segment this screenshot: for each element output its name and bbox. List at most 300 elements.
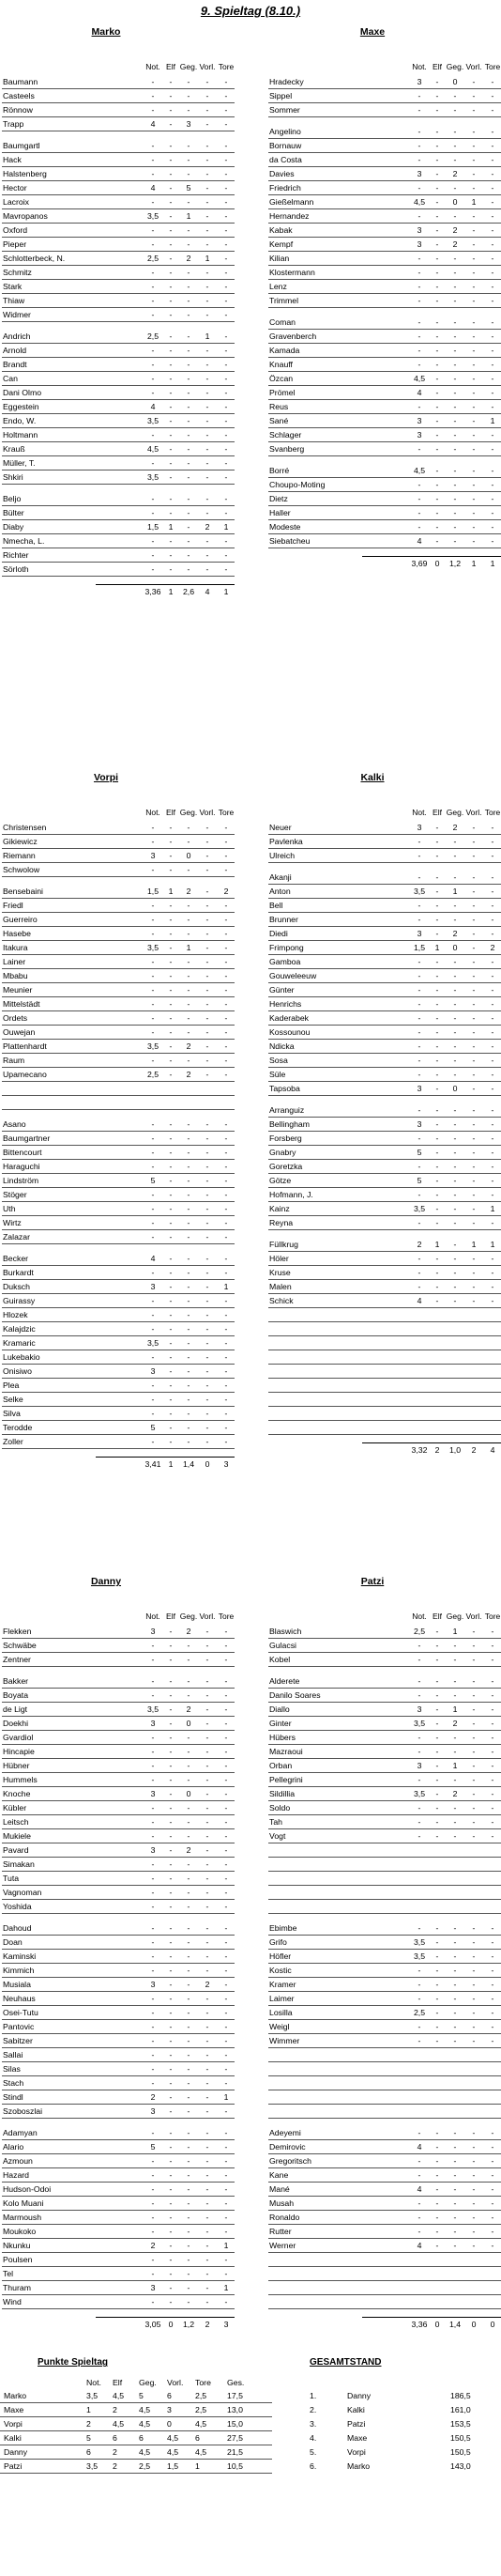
table-row — [268, 1829, 501, 1843]
stat-cell: - — [187, 971, 190, 980]
player-name: Itakura — [3, 943, 28, 952]
stat-cell: 2,5 — [413, 1627, 426, 1636]
stat-cell: 3 — [417, 225, 422, 235]
stat-cell: - — [453, 1923, 457, 1933]
table-row — [268, 520, 501, 534]
stat-cell: - — [472, 1775, 476, 1784]
stat-cell: - — [169, 2008, 173, 2017]
stat-cell: 1 — [452, 1761, 458, 1770]
stat-cell: 3 — [150, 851, 156, 860]
stat-cell: - — [491, 2142, 494, 2152]
stat-cell: 3 — [150, 1627, 156, 1636]
table-row — [268, 1759, 501, 1773]
stat-cell: - — [418, 332, 421, 341]
stat-cell: - — [169, 1747, 173, 1756]
stat-cell: - — [491, 915, 494, 924]
player-name: Weigl — [269, 2022, 290, 2031]
stat-cell: - — [418, 1923, 421, 1933]
stat-cell: - — [205, 1218, 209, 1227]
player-name: Füllkrug — [269, 1240, 298, 1249]
stat-cell: - — [453, 360, 457, 369]
stat-cell: - — [224, 1789, 228, 1798]
stat-cell: - — [205, 1423, 209, 1432]
player-name: Tel — [3, 2269, 14, 2278]
stat-cell: - — [453, 1134, 457, 1143]
stat-cell: - — [151, 388, 155, 397]
stat-cell: - — [491, 494, 494, 503]
column-header: Geg. — [446, 1612, 464, 1621]
stat-cell: - — [224, 1817, 228, 1827]
player-name: Adeyemi — [269, 2128, 301, 2137]
stat-cell: 3,5 — [146, 1338, 159, 1348]
table-row — [2, 913, 235, 927]
stat-cell: - — [453, 957, 457, 966]
stat-cell: 3,5 — [146, 211, 159, 221]
manager-name: Vorpi — [347, 2447, 366, 2457]
stat-cell: - — [187, 169, 190, 178]
stat-cell: - — [435, 1831, 439, 1841]
stat-cell: - — [418, 141, 421, 150]
stat-cell: - — [151, 536, 155, 546]
stat-cell: - — [224, 77, 228, 86]
stat-cell: - — [435, 508, 439, 517]
table-row — [268, 1336, 501, 1350]
stat-cell: - — [472, 183, 476, 193]
stat-cell: - — [418, 1027, 421, 1037]
stat-cell: - — [472, 480, 476, 489]
stat-cell: - — [151, 2255, 155, 2264]
stat-cell: - — [472, 1655, 476, 1664]
stat-cell: - — [491, 1761, 494, 1770]
stat-cell: - — [151, 77, 155, 86]
stat-cell: - — [187, 901, 190, 910]
stat-cell: - — [224, 2170, 228, 2180]
table-row — [268, 153, 501, 167]
stat-cell: - — [224, 1232, 228, 1242]
points-row — [0, 2389, 272, 2403]
stat-cell: - — [205, 1395, 209, 1404]
stat-cell: - — [435, 1704, 439, 1714]
player-name: Özcan — [269, 374, 294, 383]
stat-cell: - — [187, 77, 190, 86]
table-row — [268, 280, 501, 294]
table-row — [268, 2253, 501, 2267]
stat-cell: - — [224, 1395, 228, 1404]
stat-cell: - — [435, 971, 439, 980]
table-row — [2, 2006, 235, 2020]
stat-cell: - — [453, 296, 457, 305]
stat-cell: - — [472, 1761, 476, 1770]
stat-cell: - — [205, 2036, 209, 2045]
stat-cell: 5 — [150, 1423, 156, 1432]
stat-cell: - — [205, 1719, 209, 1728]
stat-cell: - — [224, 1338, 228, 1348]
stat-cell: 1,5 — [413, 943, 426, 952]
stat-cell: - — [187, 1254, 190, 1263]
stat-cell: - — [224, 1994, 228, 2003]
player-name: Plea — [3, 1381, 20, 1390]
stat-cell: - — [453, 141, 457, 150]
table-row — [2, 2225, 235, 2239]
table-row — [268, 181, 501, 195]
stat-cell: - — [151, 901, 155, 910]
player-name: Eggestein — [3, 402, 39, 411]
stat-cell: - — [187, 1134, 190, 1143]
points-cell: 5 — [139, 2391, 144, 2400]
stat-cell: - — [472, 430, 476, 440]
stat-cell: - — [224, 1719, 228, 1728]
total-cell: 1,2 — [182, 2320, 195, 2329]
stat-cell: - — [224, 1056, 228, 1065]
stat-cell: - — [205, 1704, 209, 1714]
table-row — [2, 863, 235, 877]
total-points: 186,5 — [450, 2391, 471, 2400]
stat-cell: - — [491, 1296, 494, 1305]
table-row — [2, 1407, 235, 1421]
player-name: Sané — [269, 416, 289, 425]
stat-cell: - — [205, 1747, 209, 1756]
stat-cell: - — [418, 155, 421, 164]
stat-cell: 3 — [150, 1719, 156, 1728]
table-row — [2, 1886, 235, 1900]
stat-cell: - — [418, 2227, 421, 2236]
stat-cell: - — [151, 346, 155, 355]
stat-cell: - — [435, 1641, 439, 1650]
stat-cell: - — [151, 1148, 155, 1157]
player-name: Mavropanos — [3, 211, 48, 221]
stat-cell: - — [453, 254, 457, 263]
points-cell: 1,5 — [167, 2461, 179, 2471]
stat-cell: - — [224, 1423, 228, 1432]
total-cell: 3,69 — [411, 559, 428, 568]
stat-cell: - — [435, 1282, 439, 1291]
player-name: Shkiri — [3, 472, 23, 482]
stat-cell: - — [224, 957, 228, 966]
stat-cell: - — [435, 1218, 439, 1227]
stat-cell: - — [187, 1366, 190, 1376]
stat-cell: - — [151, 1733, 155, 1742]
stat-cell: - — [435, 1204, 439, 1213]
stat-cell: - — [205, 1324, 209, 1334]
stat-cell: - — [435, 430, 439, 440]
stat-cell: - — [205, 2050, 209, 2059]
stat-cell: - — [435, 929, 439, 938]
stat-cell: - — [187, 197, 190, 207]
stat-cell: - — [491, 1070, 494, 1079]
stat-cell: - — [187, 2008, 190, 2017]
stat-cell: - — [187, 141, 190, 150]
stat-cell: - — [435, 2008, 439, 2017]
stat-cell: - — [472, 1027, 476, 1037]
stat-cell: - — [187, 1966, 190, 1975]
player-name: Kimmich — [3, 1966, 35, 1975]
totals-row — [362, 1442, 501, 1457]
stat-cell: - — [224, 1268, 228, 1277]
stat-cell: - — [205, 388, 209, 397]
player-name: Holtmann — [3, 430, 38, 440]
table-row — [2, 1379, 235, 1393]
stat-cell: - — [435, 1627, 439, 1636]
stat-cell: - — [472, 1923, 476, 1933]
points-cell: 1 — [86, 2405, 91, 2414]
stat-cell: - — [205, 2213, 209, 2222]
table-row — [2, 2253, 235, 2267]
stat-cell: 2 — [186, 254, 191, 263]
stat-cell: - — [472, 2170, 476, 2180]
stat-cell: - — [224, 1747, 228, 1756]
stat-cell: - — [151, 1655, 155, 1664]
column-header: Elf — [113, 2378, 123, 2387]
column-header: Tore — [218, 808, 235, 817]
table-row — [268, 1858, 501, 1872]
table-row — [268, 1625, 501, 1639]
stat-cell: - — [491, 480, 494, 489]
stat-cell: - — [187, 957, 190, 966]
stat-cell: - — [169, 444, 173, 454]
table-row — [268, 358, 501, 372]
stat-cell: - — [453, 1254, 457, 1263]
column-header: Geg. — [446, 62, 464, 71]
stat-cell: - — [224, 2128, 228, 2137]
stat-cell: - — [205, 211, 209, 221]
player-name: Kilian — [269, 254, 290, 263]
column-header: Geg. — [139, 2378, 157, 2387]
column-header: Tore — [484, 1612, 501, 1621]
stat-cell: - — [205, 1845, 209, 1855]
stat-cell: - — [205, 430, 209, 440]
stat-cell: - — [453, 402, 457, 411]
stat-cell: - — [435, 494, 439, 503]
player-name: Dahoud — [3, 1923, 32, 1933]
standings-row — [310, 2431, 497, 2445]
stat-cell: - — [205, 169, 209, 178]
player-name: Prömel — [269, 388, 296, 397]
table-row — [2, 1435, 235, 1449]
stat-cell: - — [169, 225, 173, 235]
stat-cell: - — [151, 2078, 155, 2088]
stat-cell: - — [435, 823, 439, 832]
stat-cell: - — [224, 1218, 228, 1227]
stat-cell: - — [453, 105, 457, 115]
stat-cell: - — [472, 929, 476, 938]
player-name: Musiala — [3, 1980, 31, 1989]
table-row — [2, 2048, 235, 2062]
stat-cell: - — [151, 310, 155, 319]
stat-cell: - — [205, 183, 209, 193]
stat-cell: - — [491, 1041, 494, 1051]
stat-cell: - — [151, 823, 155, 832]
total-cell: 0 — [434, 2320, 440, 2329]
player-name: Süle — [269, 1070, 286, 1079]
stat-cell: - — [491, 2022, 494, 2031]
points-cell: 4,5 — [113, 2391, 125, 2400]
stat-cell: - — [453, 1980, 457, 1989]
stat-cell: - — [224, 1980, 228, 1989]
stat-cell: - — [169, 1056, 173, 1065]
player-name: Günter — [269, 985, 295, 995]
player-name: Arnold — [3, 346, 27, 355]
stat-cell: - — [418, 480, 421, 489]
stat-cell: - — [472, 971, 476, 980]
stat-cell: - — [169, 282, 173, 291]
stat-cell: 3,5 — [413, 1789, 426, 1798]
player-name: Dietz — [269, 494, 288, 503]
player-name: Christensen — [3, 823, 47, 832]
stat-cell: 0 — [452, 197, 458, 207]
stat-cell: - — [151, 1747, 155, 1756]
stat-cell: - — [418, 522, 421, 532]
stat-cell: - — [418, 444, 421, 454]
stat-cell: 2 — [186, 1845, 191, 1855]
table-row — [2, 209, 235, 224]
stat-cell: - — [224, 1134, 228, 1143]
stat-cell: - — [491, 1923, 494, 1933]
table-row — [2, 1230, 235, 1244]
table-row — [2, 1188, 235, 1202]
player-name: Sildillia — [269, 1789, 296, 1798]
stat-cell: - — [205, 77, 209, 86]
stat-cell: - — [205, 1627, 209, 1636]
stat-cell: - — [224, 1627, 228, 1636]
stat-cell: - — [472, 1937, 476, 1947]
table-row — [2, 1674, 235, 1689]
stat-cell: - — [169, 1437, 173, 1446]
stat-cell: - — [151, 1994, 155, 2003]
player-name: Yoshida — [3, 1902, 32, 1911]
table-row — [268, 294, 501, 308]
stat-cell: - — [472, 1013, 476, 1023]
table-row — [2, 456, 235, 470]
stat-cell: - — [205, 2297, 209, 2306]
stat-cell: - — [205, 1162, 209, 1171]
stat-cell: - — [169, 1381, 173, 1390]
column-header: Tore — [218, 1612, 235, 1621]
stat-cell: - — [205, 851, 209, 860]
table-row — [2, 117, 235, 131]
stat-cell: - — [491, 1282, 494, 1291]
stat-cell: - — [169, 957, 173, 966]
player-name: Endo, W. — [3, 416, 37, 425]
player-name: Laimer — [269, 1994, 295, 2003]
stat-cell: - — [169, 430, 173, 440]
stat-cell: - — [435, 2227, 439, 2236]
stat-cell: - — [418, 2213, 421, 2222]
stat-cell: - — [224, 915, 228, 924]
stat-cell: - — [453, 2128, 457, 2137]
total-cell: 2 — [205, 2320, 210, 2329]
table-row — [2, 1146, 235, 1160]
points-cell: 6 — [167, 2391, 172, 2400]
player-name: Haraguchi — [3, 1162, 40, 1171]
stat-cell: 3 — [186, 119, 191, 129]
stat-cell: - — [435, 2241, 439, 2250]
stat-cell: - — [205, 402, 209, 411]
table-row — [268, 1921, 501, 1936]
stat-cell: - — [472, 1676, 476, 1686]
stat-cell: - — [418, 1775, 421, 1784]
column-header: Elf — [166, 62, 175, 71]
stat-cell: - — [187, 564, 190, 574]
stat-cell: 1 — [168, 887, 174, 896]
stat-cell: 3 — [150, 1366, 156, 1376]
stat-cell: - — [169, 1888, 173, 1897]
table-row — [2, 506, 235, 520]
stat-cell: - — [435, 837, 439, 846]
stat-cell: - — [453, 1733, 457, 1742]
stat-cell: - — [435, 985, 439, 995]
table-row — [2, 1308, 235, 1322]
stat-cell: - — [151, 1641, 155, 1650]
stat-cell: - — [169, 458, 173, 468]
stat-cell: - — [205, 1831, 209, 1841]
stat-cell: - — [224, 1888, 228, 1897]
player-name: Baumgartl — [3, 141, 40, 150]
table-row — [268, 167, 501, 181]
stat-cell: - — [453, 1218, 457, 1227]
stat-cell: - — [187, 1923, 190, 1933]
stat-cell: - — [169, 2241, 173, 2250]
table-row — [268, 1964, 501, 1978]
stat-cell: - — [491, 1027, 494, 1037]
manager-name: Maxe — [4, 2405, 24, 2414]
stat-cell: - — [491, 2156, 494, 2166]
stat-cell: - — [187, 374, 190, 383]
player-name: Kalajdzic — [3, 1324, 36, 1334]
player-name: Hofmann, J. — [269, 1190, 313, 1199]
stat-cell: - — [151, 1268, 155, 1277]
stat-cell: - — [491, 254, 494, 263]
stat-cell: - — [224, 374, 228, 383]
player-name: Schwolow — [3, 865, 40, 874]
table-row — [2, 1365, 235, 1379]
table-row — [2, 2267, 235, 2281]
stat-cell: - — [453, 971, 457, 980]
stat-cell: - — [224, 155, 228, 164]
table-row — [2, 372, 235, 386]
stat-cell: - — [205, 494, 209, 503]
table-row — [268, 464, 501, 478]
stat-cell: - — [472, 837, 476, 846]
stat-cell: - — [224, 999, 228, 1009]
stat-cell: - — [418, 1980, 421, 1989]
stat-cell: - — [224, 2050, 228, 2059]
stat-cell: 4 — [150, 183, 156, 193]
stat-cell: - — [453, 2213, 457, 2222]
stat-cell: - — [224, 494, 228, 503]
stat-cell: 1 — [223, 1282, 229, 1291]
points-cell: 2,5 — [195, 2405, 207, 2414]
table-row — [268, 1308, 501, 1322]
stat-cell: - — [435, 480, 439, 489]
stat-cell: 3 — [417, 430, 422, 440]
table-row — [268, 330, 501, 344]
table-row — [268, 2006, 501, 2020]
stat-cell: - — [205, 1254, 209, 1263]
stat-cell: - — [151, 985, 155, 995]
points-cell: 27,5 — [227, 2433, 243, 2443]
stat-cell: 3,5 — [413, 887, 426, 896]
table-row — [2, 103, 235, 117]
stat-cell: - — [151, 1310, 155, 1319]
stat-cell: - — [491, 1105, 494, 1115]
stat-cell: - — [187, 416, 190, 425]
player-name: Stöger — [3, 1190, 27, 1199]
stat-cell: - — [151, 1352, 155, 1362]
player-name: Alderete — [269, 1676, 300, 1686]
total-cell: 1,4 — [182, 1459, 195, 1469]
stat-cell: - — [205, 310, 209, 319]
manager-name: Danny — [347, 2391, 372, 2400]
